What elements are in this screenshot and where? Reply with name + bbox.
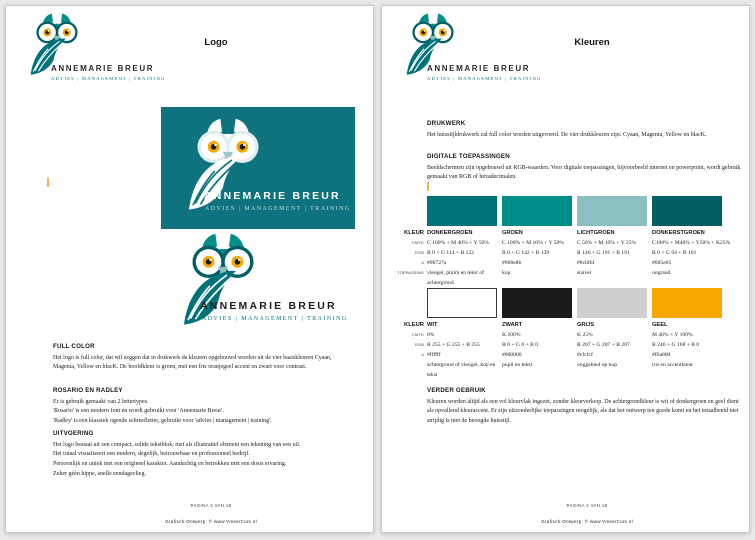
color-name: GROEN xyxy=(502,230,523,236)
section-drukwerk xyxy=(427,120,742,140)
section-line: Persoonlijk en uniek met een origineel karakter. Aandachtig en betrokken met een dosis ervaring. xyxy=(53,461,287,468)
section-rosario-radley xyxy=(53,387,355,427)
brand-name: ANNEMARIE BREUR xyxy=(427,64,531,73)
row-label-cmyk: CMYK xyxy=(411,240,424,245)
page-title: Logo xyxy=(204,37,228,48)
design-credit: Grafisch Ontwerp: © www.VisserCom.nl xyxy=(165,519,257,524)
row-label-cmyk: CMYK xyxy=(411,332,424,337)
color-cmyk: M 40% + Y 100% xyxy=(652,332,693,338)
color-name: LICHTGROEN xyxy=(577,230,615,236)
color-cell-grijs xyxy=(577,320,649,370)
swatch-donkergroen xyxy=(427,196,497,226)
row-label-rgb: RGB xyxy=(414,342,424,347)
color-use: kop xyxy=(502,270,511,276)
color-cell-geel xyxy=(652,320,724,370)
color-use: vleugel, pluim en tekst of achtergrond xyxy=(427,270,485,286)
color-hex: #005e65 xyxy=(652,260,672,266)
color-hex: #008e8b xyxy=(502,260,522,266)
table-row-labels xyxy=(390,320,424,360)
owl-logo-icon xyxy=(180,233,266,328)
swatch-zwart xyxy=(502,288,572,318)
design-credit: Grafisch Ontwerp: © www.VisserCom.nl xyxy=(541,519,633,524)
page-number: PAGINA 3 VAN 18 xyxy=(190,503,232,508)
page-number: PAGINA 4 VAN 18 xyxy=(566,503,608,508)
logo-on-teal-sample xyxy=(161,107,355,229)
brand-name: ANNEMARIE BREUR xyxy=(51,64,155,73)
color-rgb: R 140 + G 191 + B 191 xyxy=(577,250,630,256)
row-label-kleur: KLEUR xyxy=(404,230,424,236)
section-heading: DIGITALE TOEPASSINGEN xyxy=(427,153,510,160)
section-heading: UITVOERING xyxy=(53,430,94,437)
section-line: 'Radley' is een klassiek ogende schreefletter, gebruikt voor 'advies | management | training'. xyxy=(53,418,272,425)
swatch-grijs xyxy=(577,288,647,318)
color-cmyk: K 25% xyxy=(577,332,593,338)
color-name: DONKERSTGROEN xyxy=(652,230,705,236)
color-use: pupil en tekst xyxy=(502,362,533,368)
color-name: ZWART xyxy=(502,322,523,328)
swatch-groen xyxy=(502,196,572,226)
swatch-donkerstgroen xyxy=(652,196,722,226)
brand-tagline: ADVIES | MANAGEMENT | TRAINING xyxy=(427,76,542,81)
row-label-hex: # xyxy=(421,352,424,357)
swatch-wit xyxy=(427,288,497,318)
swatch-geel xyxy=(652,288,722,318)
brand-tagline: ADVIES | MANAGEMENT | TRAINING xyxy=(51,76,166,81)
color-cmyk: C 50% + M 10% + Y 25% xyxy=(577,240,637,246)
logo-full-color-sample xyxy=(156,228,366,338)
color-name: GEEL xyxy=(652,322,668,328)
color-cell-zwart xyxy=(502,320,574,370)
color-rgb: R 0 + G 142 + B 139 xyxy=(502,250,550,256)
color-use: iris en accentkleur xyxy=(652,362,693,368)
section-paragraph: Het huisstijldrukwerk zal full color worden uitgevoerd. De vier drukkleuren zijn: Cyaan, Magenta, Yellow en blacK. xyxy=(427,131,707,138)
color-cmyk: C 100% + M 10% + Y 50% xyxy=(502,240,564,246)
row-label-toepassing: TOEPASSING xyxy=(397,270,424,275)
swatch-lichtgroen xyxy=(577,196,647,226)
section-heading: FULL COLOR xyxy=(53,343,95,350)
color-cell-lichtgroen xyxy=(577,228,649,278)
color-hex: #cfcfcf xyxy=(577,352,593,358)
section-line: Zeker géén hippe, snelle eendagsvlieg. xyxy=(53,470,146,477)
accent-tick xyxy=(47,178,49,187)
color-use: oogrand xyxy=(652,270,671,276)
color-cmyk: C 100% + M 40% + Y 50% xyxy=(427,240,489,246)
color-hex: #ffffff xyxy=(427,352,441,358)
color-rgb: R 207 + G 207 + B 207 xyxy=(577,342,630,348)
brand-tagline: ADVIES | MANAGEMENT | TRAINING xyxy=(202,316,348,322)
section-full-color xyxy=(53,343,355,373)
section-verder-gebruik xyxy=(427,387,742,427)
row-label-kleur: KLEUR xyxy=(404,322,424,328)
color-use: snavel xyxy=(577,270,592,276)
section-line: Er is gebruik gemaakt van 2 lettertypes. xyxy=(53,398,149,405)
color-hex: #f6a800 xyxy=(652,352,671,358)
color-rgb: R 0 + G 94 + B 101 xyxy=(652,250,697,256)
brand-name: ANNEMARIE BREUR xyxy=(200,300,337,312)
section-paragraph: Het logo is full color, dat wil zeggen dat in drukwerk de kleuren opgebouwd worden uit de vier basiskleuren Cyaan, Magenta, Yellow en blacK. De hoofdkleur is groen, met een fris oranjegeel accent en zwart voor contrast. xyxy=(53,354,332,371)
color-rgb: R 0 + G 114 + B 122 xyxy=(427,250,474,256)
color-rgb: R 246 + G 168 + B 0 xyxy=(652,342,700,348)
section-paragraph: Beeldschermen zijn opgebouwd uit RGB-waarden. Voor digitale toepassingen, bijvoorbeeld internet en powerpoint, wordt gebruik gemaakt van RGB of hexadecimalen. xyxy=(427,164,741,181)
section-line: Het totaal visualiseert een modern, degelijk, betrouwbaar en professioneel bedrijf. xyxy=(53,451,250,458)
color-use: ooggebied op kop xyxy=(577,362,618,368)
brand-tagline: ADVIES | MANAGEMENT | TRAINING xyxy=(205,206,351,212)
color-cmyk: K 100% xyxy=(502,332,521,338)
row-label-hex: # xyxy=(421,260,424,265)
section-heading: ROSARIO EN RADLEY xyxy=(53,387,123,394)
color-use: achtergrond of vleugel, kop en tekst xyxy=(427,362,496,378)
section-digitale-toepassingen xyxy=(427,153,742,183)
color-hex: #8cbfbf xyxy=(577,260,595,266)
color-name: DONKERGROEN xyxy=(427,230,473,236)
accent-tick xyxy=(427,182,429,191)
row-label-rgb: RGB xyxy=(414,250,424,255)
section-heading: VERDER GEBRUIK xyxy=(427,387,486,394)
section-line: Het logo bestaat uit een compact, solide tekstblok, met als illustratief element een tekening van een uil. xyxy=(53,441,301,448)
section-paragraph: Kleuren worden altijd als een vol kleurvlak ingezet, zonder kleurverloop. De achtergrondkleur is wit of donkergroen en geel dient als opvallend kleuraccent. Er zijn uitzonderlijke toepassingen mogelijk, als dat het ontwerp ten goede komt en het totaalbeeld niet strijdig is met de beoogde huisstijl. xyxy=(427,398,739,425)
color-hex: #000000 xyxy=(502,352,522,358)
section-line: 'Rosario' is een modern font en wordt gebruikt voor 'Annemarie Breur'. xyxy=(53,408,224,415)
color-name: WIT xyxy=(427,322,438,328)
page-kleuren xyxy=(381,5,750,533)
color-cell-donkergroen xyxy=(427,228,499,288)
color-rgb: R 255 + G 255 + B 255 xyxy=(427,342,480,348)
page-logo xyxy=(5,5,374,533)
table-row-labels xyxy=(390,228,424,278)
color-cell-groen xyxy=(502,228,574,278)
color-cell-wit xyxy=(427,320,499,380)
section-heading: DRUKWERK xyxy=(427,120,466,127)
color-hex: #00727a xyxy=(427,260,447,266)
color-name: GRIJS xyxy=(577,322,595,328)
brand-name: ANNEMARIE BREUR xyxy=(204,190,341,202)
color-cell-donkerstgroen xyxy=(652,228,731,278)
color-cmyk: C100% + M40% + Y50% + K25% xyxy=(652,240,731,246)
color-cmyk: 0% xyxy=(427,332,435,338)
page-title: Kleuren xyxy=(574,37,610,48)
section-uitvoering xyxy=(53,430,355,480)
color-rgb: R 0 + G 0 + B 0 xyxy=(502,342,538,348)
